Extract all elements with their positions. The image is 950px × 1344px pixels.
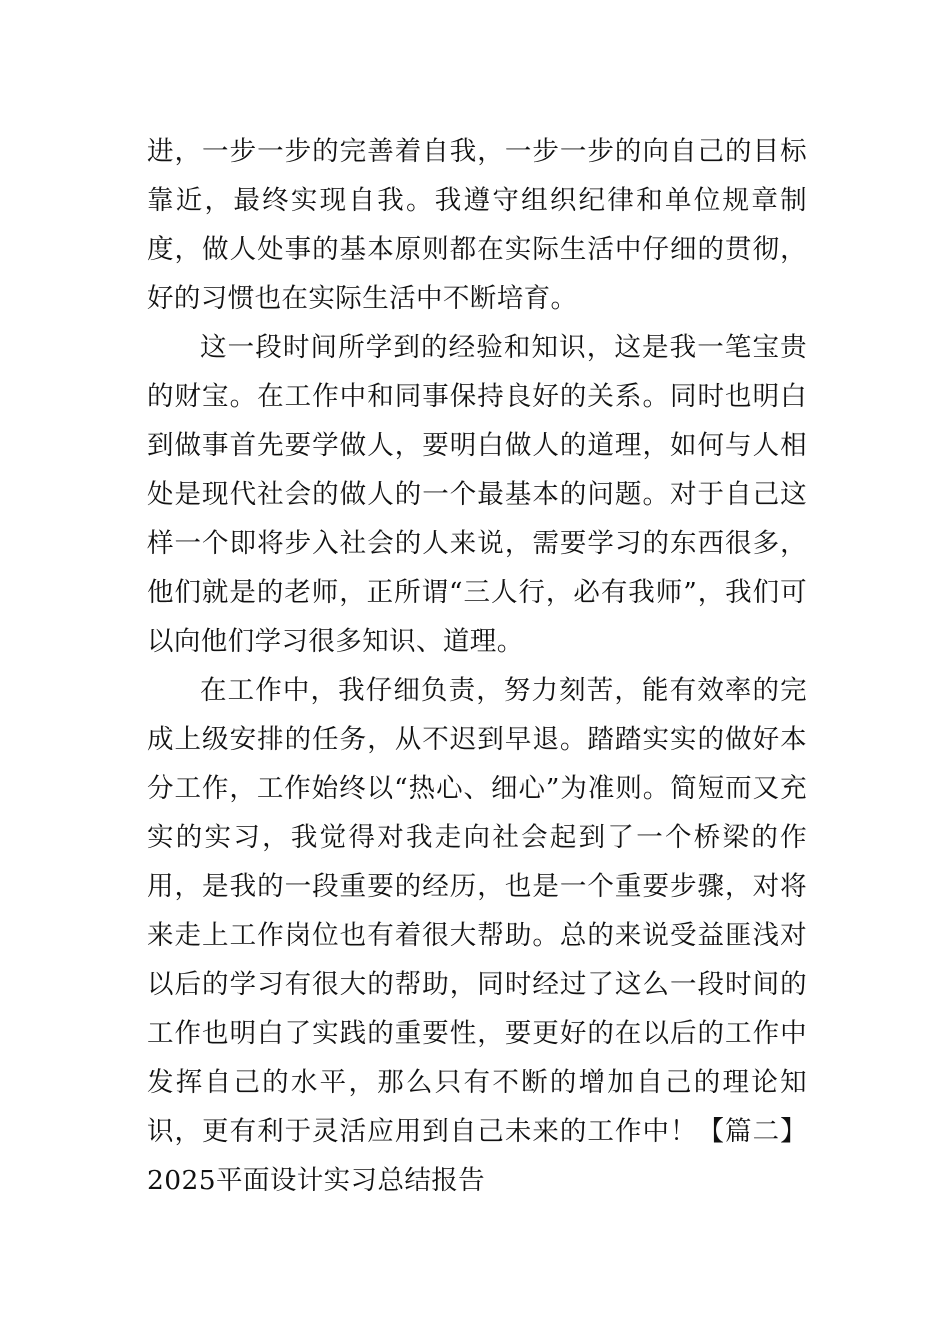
paragraph-continuation: 进，一步一步的完善着自我，一步一步的向自己的目标靠近，最终实现自我。我遵守组织纪律和单位规章制度，做人处事的基本原则都在实际生活中仔细的贯彻，好的习惯也在实际生活中不断培育。 — [147, 136, 807, 314]
paragraph-work-summary: 在工作中，我仔细负责，努力刻苦，能有效率的完成上级安排的任务，从不迟到早退。踏踏实实的做好本分工作，工作始终以“热心、细心”为准则。简短而又充实的实习，我觉得对我走向社会起到了一个桥梁的作用，是我的一段重要的经历，也是一个重要步骤，对将来走上工作岗位也有着很大帮助。总的来说受益匪浅对以后的学习有很大的帮助，同时经过了这么一段时间的工作也明白了实践的重要性，要更好的在以后的工作中发挥自己的水平，那么只有不断的增加自己的理论知识，更有利于灵活应用到自己未来的工作中！【篇二】2025平面设计实习总结报告 — [147, 675, 807, 1196]
document-body — [147, 127, 807, 1205]
paragraph-experience: 这一段时间所学到的经验和知识，这是我一笔宝贵的财宝。在工作中和同事保持良好的关系。同时也明白到做事首先要学做人，要明白做人的道理，如何与人相处是现代社会的做人的一个最基本的问题。对于自己这样一个即将步入社会的人来说，需要学习的东西很多，他们就是的老师，正所谓“三人行，必有我师”，我们可以向他们学习很多知识、道理。 — [147, 332, 807, 657]
